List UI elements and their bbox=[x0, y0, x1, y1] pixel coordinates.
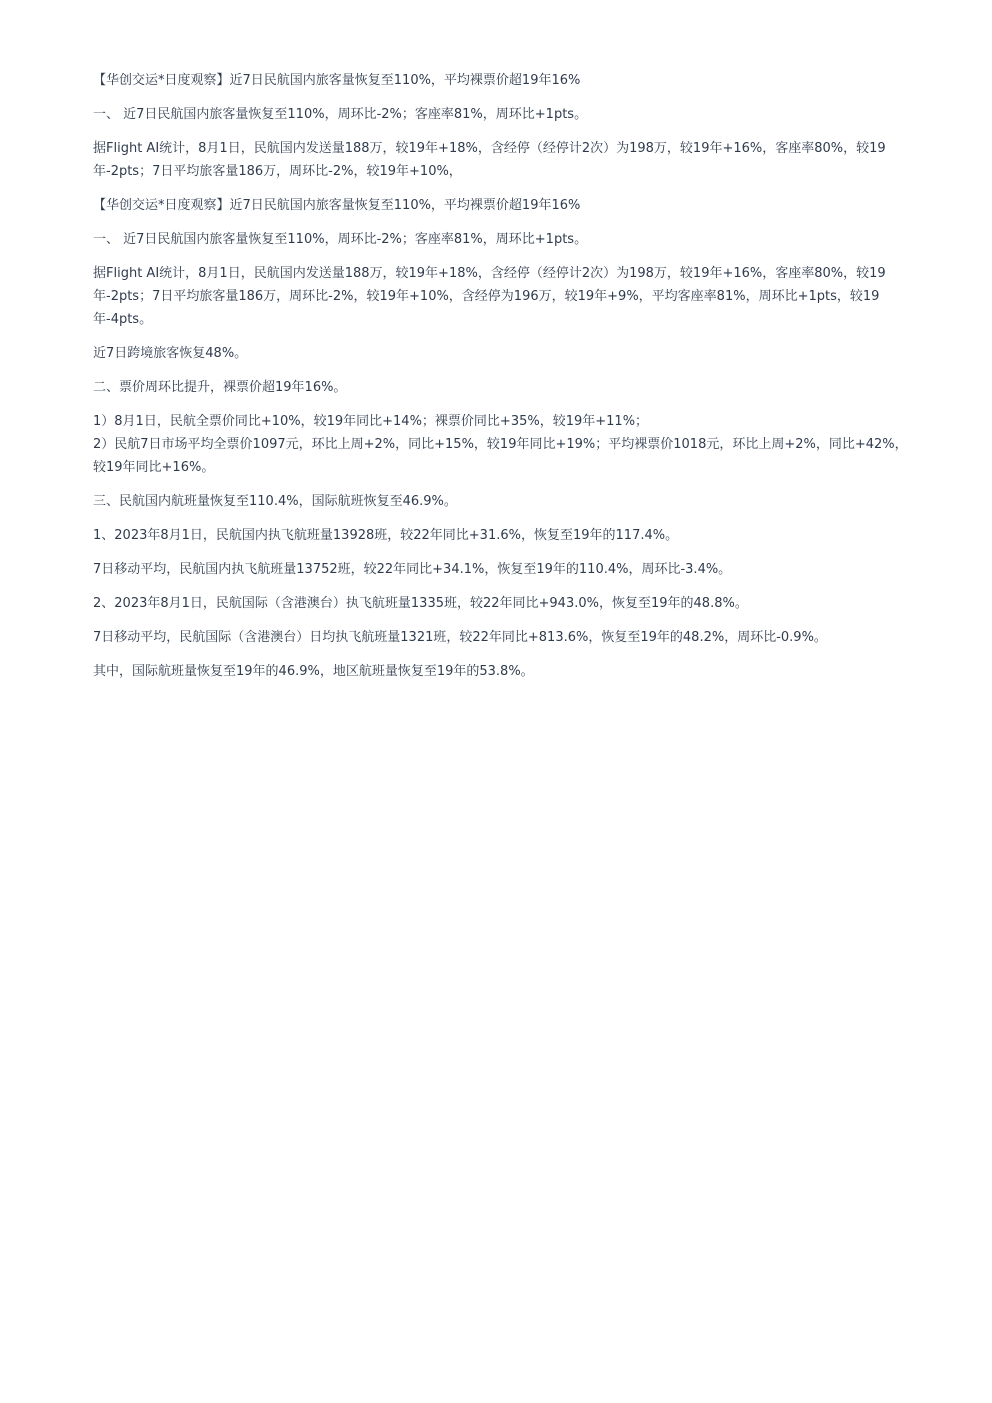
paragraph-section-1-heading-repeat bbox=[93, 228, 943, 251]
paragraph-intl-flights-7d bbox=[93, 626, 943, 649]
paragraph-section-1-heading bbox=[93, 103, 943, 126]
text-line: 1、2023年8月1日，民航国内执飞航班量13928班，较22年同比+31.6%，恢复至19年的117.4%。 bbox=[93, 528, 679, 543]
paragraph-intl-flights-daily bbox=[93, 592, 943, 615]
text-line: 三、民航国内航班量恢复至110.4%，国际航班恢复至46.9%。 bbox=[93, 494, 457, 509]
text-line: 2）民航7日市场平均全票价1097元，环比上周+2%，同比+15%，较19年同比+19%；平均裸票价1018元，环比上周+2%，同比+42%， bbox=[93, 437, 908, 452]
text-line: 2、2023年8月1日，民航国际（含港澳台）执飞航班量1335班，较22年同比+943.0%，恢复至19年的48.8%。 bbox=[93, 596, 748, 611]
paragraph-flight-ai-stats-full bbox=[93, 262, 943, 331]
text-line: 据Flight AI统计，8月1日，民航国内发送量188万，较19年+18%，含经停（经停计2次）为198万，较19年+16%，客座率80%，较19 bbox=[93, 141, 886, 156]
text-line: 据Flight AI统计，8月1日，民航国内发送量188万，较19年+18%，含经停（经停计2次）为198万，较19年+16%，客座率80%，较19 bbox=[93, 266, 886, 281]
paragraph-flight-ai-stats bbox=[93, 137, 943, 183]
text-line: 年-2pts；7日平均旅客量186万，周环比-2%，较19年+10%，含经停为196万，较19年+9%，平均客座率81%，周环比+1pts，较19 bbox=[93, 289, 880, 304]
paragraph-domestic-flights-7d bbox=[93, 558, 943, 581]
text-line: 1）8月1日，民航全票价同比+10%，较19年同比+14%；裸票价同比+35%，较19年+11%； bbox=[93, 414, 649, 429]
text-line: 近7日跨境旅客恢复48%。 bbox=[93, 346, 248, 361]
paragraph-section-3-heading bbox=[93, 490, 943, 513]
text-line: 二、票价周环比提升，裸票价超19年16%。 bbox=[93, 380, 347, 395]
text-line: 7日移动平均，民航国内执飞航班量13752班，较22年同比+34.1%，恢复至19年的110.4%，周环比-3.4%。 bbox=[93, 562, 732, 577]
text-line: 较19年同比+16%。 bbox=[93, 460, 215, 475]
text-line: 一、 近7日民航国内旅客量恢复至110%，周环比-2%；客座率81%，周环比+1pts。 bbox=[93, 107, 588, 122]
paragraph-section-2-heading bbox=[93, 376, 943, 399]
paragraph-domestic-flights-daily bbox=[93, 524, 943, 547]
text-line: 一、 近7日民航国内旅客量恢复至110%，周环比-2%；客座率81%，周环比+1pts。 bbox=[93, 232, 588, 247]
paragraph-fare-details bbox=[93, 410, 943, 479]
text-line: 年-2pts；7日平均旅客量186万，周环比-2%，较19年+10%， bbox=[93, 164, 462, 179]
paragraph-cross-border bbox=[93, 342, 943, 365]
text-line: 【华创交运*日度观察】近7日民航国内旅客量恢复至110%，平均裸票价超19年16% bbox=[93, 73, 581, 88]
paragraph-title-repeat bbox=[93, 194, 943, 217]
text-line: 7日移动平均，民航国际（含港澳台）日均执飞航班量1321班，较22年同比+813.6%，恢复至19年的48.2%，周环比-0.9%。 bbox=[93, 630, 827, 645]
document-body bbox=[93, 69, 943, 694]
paragraph-intl-regional-split bbox=[93, 660, 943, 683]
paragraph-title bbox=[93, 69, 943, 92]
text-line: 年-4pts。 bbox=[93, 312, 153, 327]
text-line: 【华创交运*日度观察】近7日民航国内旅客量恢复至110%，平均裸票价超19年16% bbox=[93, 198, 581, 213]
text-line: 其中，国际航班量恢复至19年的46.9%，地区航班量恢复至19年的53.8%。 bbox=[93, 664, 534, 679]
